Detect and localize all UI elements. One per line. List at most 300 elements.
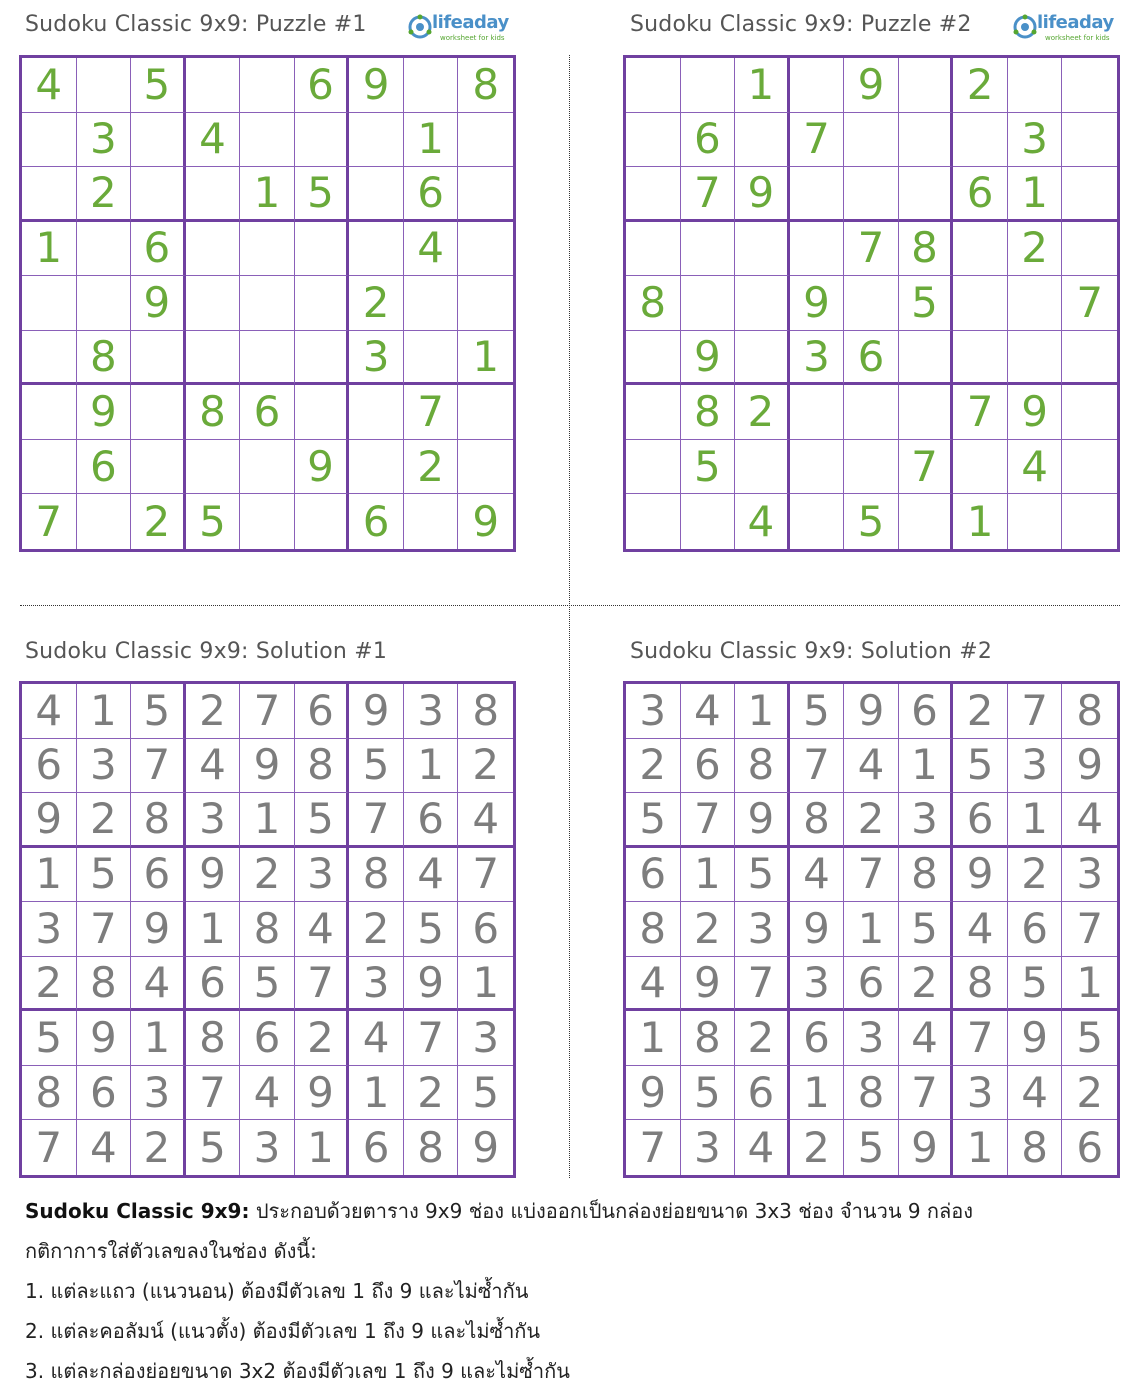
sudoku-cell-r3-c4: 3	[186, 793, 241, 848]
sudoku-cell-r9-c2	[681, 494, 736, 549]
sudoku-cell-r5-c6: 4	[295, 902, 350, 957]
sudoku-cell-r7-c1	[22, 385, 77, 440]
sudoku-cell-r8-c8: 2	[404, 1066, 459, 1121]
sudoku-cell-r5-c6: 5	[899, 902, 954, 957]
sudoku-cell-r9-c5: 3	[240, 1120, 295, 1175]
sudoku-cell-r3-c9: 4	[458, 793, 513, 848]
sudoku-cell-r7-c4: 8	[186, 1011, 241, 1066]
sudoku-cell-r2-c7: 5	[953, 739, 1008, 794]
sudoku-cell-r3-c9: 4	[1062, 793, 1117, 848]
sudoku-cell-r7-c7: 7	[953, 1011, 1008, 1066]
sudoku-cell-r5-c5: 1	[844, 902, 899, 957]
sudoku-cell-r8-c2: 5	[681, 440, 736, 495]
sudoku-cell-r5-c5	[844, 276, 899, 331]
sudoku-cell-r7-c7	[349, 385, 404, 440]
sudoku-cell-r3-c4	[186, 167, 241, 222]
sudoku-cell-r8-c9	[458, 440, 513, 495]
sudoku-cell-r8-c8: 4	[1008, 440, 1063, 495]
sudoku-cell-r8-c1	[22, 440, 77, 495]
sudoku-cell-r6-c7: 3	[349, 331, 404, 386]
sudoku-cell-r4-c4: 9	[186, 848, 241, 903]
sudoku-cell-r5-c1: 3	[22, 902, 77, 957]
sudoku-cell-r4-c5: 2	[240, 848, 295, 903]
solution-1-title: Sudoku Classic 9x9: Solution #1	[25, 639, 388, 664]
sudoku-cell-r3-c1	[626, 167, 681, 222]
sudoku-cell-r5-c5: 8	[240, 902, 295, 957]
sudoku-cell-r8-c7: 1	[349, 1066, 404, 1121]
sudoku-cell-r9-c4	[790, 494, 845, 549]
sudoku-cell-r6-c3	[131, 331, 186, 386]
solution-1-grid	[19, 681, 516, 1178]
sudoku-cell-r7-c4: 6	[790, 1011, 845, 1066]
sudoku-cell-r7-c9: 3	[458, 1011, 513, 1066]
rule-1: 1. แต่ละแถว (แนวนอน) ต้องมีตัวเลข 1 ถึง 9 และไม่ซ้ำกัน	[25, 1279, 529, 1303]
sudoku-cell-r7-c3	[131, 385, 186, 440]
sudoku-cell-r4-c9	[1062, 222, 1117, 277]
sudoku-cell-r6-c6	[899, 331, 954, 386]
sudoku-cell-r8-c8: 4	[1008, 1066, 1063, 1121]
sudoku-cell-r1-c5: 9	[844, 684, 899, 739]
sudoku-cell-r2-c9: 2	[458, 739, 513, 794]
sudoku-cell-r1-c9	[1062, 58, 1117, 113]
sudoku-cell-r1-c7: 9	[349, 684, 404, 739]
sudoku-cell-r8-c4	[790, 440, 845, 495]
sudoku-cell-r3-c5: 1	[240, 793, 295, 848]
sudoku-cell-r9-c1	[626, 494, 681, 549]
sudoku-cell-r8-c9	[1062, 440, 1117, 495]
sudoku-cell-r5-c7: 2	[349, 276, 404, 331]
sudoku-cell-r6-c6	[295, 331, 350, 386]
sudoku-cell-r6-c4	[186, 331, 241, 386]
sudoku-cell-r4-c9: 7	[458, 848, 513, 903]
sudoku-cell-r1-c3: 5	[131, 58, 186, 113]
sudoku-cell-r6-c7	[953, 331, 1008, 386]
sudoku-cell-r6-c7: 3	[349, 957, 404, 1012]
sudoku-cell-r9-c4: 5	[186, 494, 241, 549]
sudoku-cell-r7-c2: 9	[77, 385, 132, 440]
sudoku-cell-r9-c2: 4	[77, 1120, 132, 1175]
sudoku-cell-r8-c1	[626, 440, 681, 495]
sudoku-cell-r7-c9	[1062, 385, 1117, 440]
sudoku-cell-r4-c4	[186, 222, 241, 277]
sudoku-cell-r2-c7	[953, 113, 1008, 168]
sudoku-cell-r6-c1	[626, 331, 681, 386]
sudoku-cell-r8-c4	[186, 440, 241, 495]
sudoku-cell-r6-c1	[22, 331, 77, 386]
sudoku-cell-r1-c8: 7	[1008, 684, 1063, 739]
description-intro: ประกอบด้วยตาราง 9x9 ช่อง แบ่งออกเป็นกล่องย่อยขนาด 3x3 ช่อง จำนวน 9 กล่อง	[255, 1199, 974, 1223]
sudoku-cell-r8-c7	[349, 440, 404, 495]
solution-2-grid	[623, 681, 1120, 1178]
sudoku-cell-r1-c8	[1008, 58, 1063, 113]
sudoku-cell-r1-c6: 6	[295, 684, 350, 739]
sudoku-cell-r9-c2	[77, 494, 132, 549]
sudoku-cell-r5-c5	[240, 276, 295, 331]
sudoku-cell-r8-c8: 2	[404, 440, 459, 495]
sudoku-cell-r2-c6: 8	[295, 739, 350, 794]
sudoku-cell-r9-c7: 1	[953, 1120, 1008, 1175]
logo-tagline: worksheet for kids	[1045, 34, 1110, 42]
sudoku-cell-r1-c6: 6	[899, 684, 954, 739]
sudoku-cell-r1-c9: 8	[458, 684, 513, 739]
sudoku-cell-r1-c3: 1	[735, 684, 790, 739]
vertical-cut-line	[569, 55, 570, 1178]
sudoku-cell-r3-c1: 5	[626, 793, 681, 848]
sudoku-cell-r4-c7	[349, 222, 404, 277]
sudoku-cell-r9-c7: 6	[349, 1120, 404, 1175]
sudoku-cell-r3-c5: 1	[240, 167, 295, 222]
sudoku-cell-r6-c6: 2	[899, 957, 954, 1012]
sudoku-cell-r3-c1	[22, 167, 77, 222]
sudoku-cell-r4-c3: 6	[131, 848, 186, 903]
sudoku-cell-r8-c9: 2	[1062, 1066, 1117, 1121]
sudoku-cell-r2-c7	[349, 113, 404, 168]
sudoku-cell-r2-c8: 3	[1008, 739, 1063, 794]
sudoku-cell-r1-c3: 1	[735, 58, 790, 113]
sudoku-cell-r7-c1: 5	[22, 1011, 77, 1066]
sudoku-cell-r4-c5: 7	[844, 222, 899, 277]
sudoku-cell-r9-c9	[1062, 494, 1117, 549]
sudoku-cell-r4-c4: 4	[790, 848, 845, 903]
sudoku-cell-r8-c6: 9	[295, 1066, 350, 1121]
sudoku-cell-r2-c3: 7	[131, 739, 186, 794]
rules-description	[25, 1192, 1125, 1392]
sudoku-cell-r1-c4: 2	[186, 684, 241, 739]
sudoku-cell-r7-c6: 4	[899, 1011, 954, 1066]
sudoku-cell-r1-c8	[404, 58, 459, 113]
sudoku-cell-r4-c9	[458, 222, 513, 277]
sudoku-cell-r3-c3: 9	[735, 793, 790, 848]
sudoku-cell-r8-c7	[953, 440, 1008, 495]
sudoku-cell-r8-c6: 7	[899, 440, 954, 495]
sudoku-cell-r7-c5: 3	[844, 1011, 899, 1066]
sudoku-cell-r8-c6: 7	[899, 1066, 954, 1121]
sudoku-cell-r8-c9: 5	[458, 1066, 513, 1121]
sudoku-cell-r6-c3: 4	[131, 957, 186, 1012]
sudoku-cell-r3-c9	[458, 167, 513, 222]
sudoku-cell-r5-c2	[77, 276, 132, 331]
sudoku-cell-r4-c6: 8	[899, 848, 954, 903]
sudoku-cell-r5-c4: 9	[790, 902, 845, 957]
sudoku-cell-r7-c4	[790, 385, 845, 440]
sudoku-cell-r7-c3: 1	[131, 1011, 186, 1066]
rule-2: 2. แต่ละคอลัมน์ (แนวตั้ง) ต้องมีตัวเลข 1 ถึง 9 และไม่ซ้ำกัน	[25, 1319, 541, 1343]
sudoku-cell-r5-c9: 6	[458, 902, 513, 957]
sudoku-cell-r2-c3	[735, 113, 790, 168]
sudoku-cell-r1-c5	[240, 58, 295, 113]
sudoku-cell-r9-c6	[899, 494, 954, 549]
sudoku-cell-r6-c2: 9	[681, 331, 736, 386]
sudoku-cell-r9-c5	[240, 494, 295, 549]
sudoku-cell-r8-c5: 8	[844, 1066, 899, 1121]
sudoku-cell-r1-c5: 9	[844, 58, 899, 113]
sudoku-cell-r9-c3: 2	[131, 494, 186, 549]
sudoku-cell-r3-c7	[349, 167, 404, 222]
sudoku-cell-r2-c4: 4	[186, 739, 241, 794]
sudoku-cell-r7-c2: 8	[681, 1011, 736, 1066]
sudoku-cell-r3-c5	[844, 167, 899, 222]
sudoku-cell-r6-c1: 4	[626, 957, 681, 1012]
sudoku-cell-r7-c1	[626, 385, 681, 440]
sudoku-cell-r5-c3: 9	[131, 902, 186, 957]
sudoku-cell-r9-c1: 7	[22, 1120, 77, 1175]
sudoku-cell-r4-c2	[681, 222, 736, 277]
sudoku-cell-r1-c4: 5	[790, 684, 845, 739]
sudoku-cell-r4-c5: 7	[844, 848, 899, 903]
sudoku-cell-r8-c3	[131, 440, 186, 495]
sudoku-cell-r3-c8: 1	[1008, 793, 1063, 848]
sudoku-cell-r7-c2: 9	[77, 1011, 132, 1066]
sudoku-cell-r4-c6: 3	[295, 848, 350, 903]
sudoku-cell-r2-c9	[1062, 113, 1117, 168]
sudoku-cell-r2-c1	[22, 113, 77, 168]
horizontal-cut-line	[20, 605, 1120, 606]
sudoku-cell-r9-c3: 2	[131, 1120, 186, 1175]
sudoku-cell-r6-c4: 3	[790, 957, 845, 1012]
sudoku-cell-r2-c5: 4	[844, 739, 899, 794]
logo-wordmark: lifeaday	[1037, 12, 1114, 33]
rules-intro: กติกาการใส่ตัวเลขลงในช่อง ดังนี้:	[25, 1239, 317, 1263]
sudoku-cell-r1-c5: 7	[240, 684, 295, 739]
sudoku-cell-r8-c3	[735, 440, 790, 495]
sudoku-cell-r7-c6	[295, 385, 350, 440]
sudoku-cell-r2-c1	[626, 113, 681, 168]
sudoku-cell-r2-c3	[131, 113, 186, 168]
sudoku-cell-r3-c2: 7	[681, 793, 736, 848]
sudoku-cell-r1-c2: 1	[77, 684, 132, 739]
sudoku-cell-r7-c5	[844, 385, 899, 440]
sudoku-cell-r1-c2: 4	[681, 684, 736, 739]
sudoku-cell-r9-c4: 2	[790, 1120, 845, 1175]
sudoku-cell-r4-c7: 9	[953, 848, 1008, 903]
puzzle-2-title: Sudoku Classic 9x9: Puzzle #2	[630, 12, 972, 37]
sudoku-cell-r8-c4: 1	[790, 1066, 845, 1121]
solution-2-panel	[625, 632, 1125, 1192]
sudoku-cell-r5-c2: 7	[77, 902, 132, 957]
sudoku-cell-r9-c8: 8	[1008, 1120, 1063, 1175]
sudoku-cell-r1-c7: 2	[953, 58, 1008, 113]
sudoku-cell-r5-c9: 7	[1062, 902, 1117, 957]
rule-3: 3. แต่ละกล่องย่อยขนาด 3x2 ต้องมีตัวเลข 1 ถึง 9 และไม่ซ้ำกัน	[25, 1359, 570, 1383]
sudoku-cell-r9-c6: 9	[899, 1120, 954, 1175]
sudoku-cell-r8-c1: 8	[22, 1066, 77, 1121]
sudoku-cell-r3-c6: 5	[295, 793, 350, 848]
sudoku-cell-r2-c2: 3	[77, 739, 132, 794]
sudoku-cell-r3-c8: 1	[1008, 167, 1063, 222]
sudoku-cell-r2-c1: 2	[626, 739, 681, 794]
sudoku-cell-r4-c4	[790, 222, 845, 277]
sudoku-cell-r7-c8: 7	[404, 385, 459, 440]
sudoku-cell-r1-c2	[77, 58, 132, 113]
sudoku-cell-r8-c1: 9	[626, 1066, 681, 1121]
sudoku-cell-r9-c8	[404, 494, 459, 549]
sudoku-cell-r8-c6: 9	[295, 440, 350, 495]
sudoku-cell-r4-c7: 8	[349, 848, 404, 903]
sudoku-cell-r5-c3	[735, 276, 790, 331]
sudoku-cell-r5-c2: 2	[681, 902, 736, 957]
sudoku-cell-r3-c7: 7	[349, 793, 404, 848]
sudoku-cell-r8-c7: 3	[953, 1066, 1008, 1121]
sudoku-cell-r4-c8: 4	[404, 222, 459, 277]
sudoku-cell-r1-c7: 2	[953, 684, 1008, 739]
sudoku-cell-r5-c8: 6	[1008, 902, 1063, 957]
sudoku-cell-r2-c6: 1	[899, 739, 954, 794]
sudoku-cell-r5-c3: 3	[735, 902, 790, 957]
sudoku-cell-r2-c4: 7	[790, 739, 845, 794]
sudoku-cell-r7-c2: 8	[681, 385, 736, 440]
sudoku-cell-r7-c9: 5	[1062, 1011, 1117, 1066]
sudoku-cell-r2-c2: 6	[681, 113, 736, 168]
intro-line	[25, 1192, 1125, 1232]
sudoku-cell-r1-c6	[899, 58, 954, 113]
sudoku-cell-r8-c5	[240, 440, 295, 495]
sudoku-cell-r6-c6: 7	[295, 957, 350, 1012]
sudoku-cell-r5-c8: 5	[404, 902, 459, 957]
sudoku-cell-r4-c6	[295, 222, 350, 277]
puzzle-2-grid	[623, 55, 1120, 552]
sudoku-cell-r3-c7: 6	[953, 167, 1008, 222]
sudoku-cell-r7-c8: 9	[1008, 385, 1063, 440]
sudoku-cell-r6-c9	[1062, 331, 1117, 386]
sudoku-cell-r4-c8: 4	[404, 848, 459, 903]
sudoku-cell-r9-c9: 6	[1076, 1122, 1104, 1172]
sudoku-cell-r5-c1	[22, 276, 77, 331]
sudoku-cell-r6-c2: 9	[681, 957, 736, 1012]
sudoku-cell-r5-c1: 8	[626, 902, 681, 957]
sudoku-cell-r3-c8: 6	[404, 793, 459, 848]
sudoku-cell-r3-c6: 5	[295, 167, 350, 222]
sudoku-cell-r9-c5: 5	[844, 494, 899, 549]
sudoku-cell-r5-c9: 7	[1062, 276, 1117, 331]
sudoku-cell-r1-c4	[790, 58, 845, 113]
sudoku-cell-r8-c2: 6	[77, 1066, 132, 1121]
logo-wordmark: lifeaday	[432, 12, 509, 33]
sudoku-cell-r4-c8: 2	[1008, 222, 1063, 277]
lifeaday-logo	[1012, 13, 1122, 45]
sudoku-cell-r6-c5: 5	[240, 957, 295, 1012]
sudoku-cell-r9-c1: 7	[22, 494, 77, 549]
sudoku-cell-r6-c7: 8	[953, 957, 1008, 1012]
sudoku-cell-r2-c8: 3	[1008, 113, 1063, 168]
sudoku-cell-r5-c7: 4	[953, 902, 1008, 957]
sudoku-cell-r1-c6: 6	[295, 58, 350, 113]
puzzle-2-panel	[625, 5, 1125, 565]
sudoku-cell-r5-c9	[458, 276, 513, 331]
sudoku-cell-r5-c8	[1008, 276, 1063, 331]
sudoku-cell-r1-c1	[626, 58, 681, 113]
sudoku-cell-r9-c6: 1	[295, 1120, 350, 1175]
solution-2-title: Sudoku Classic 9x9: Solution #2	[630, 639, 993, 664]
sudoku-cell-r7-c7: 4	[349, 1011, 404, 1066]
sudoku-cell-r7-c6: 2	[295, 1011, 350, 1066]
sudoku-cell-r6-c4: 6	[186, 957, 241, 1012]
sudoku-cell-r1-c1: 3	[626, 684, 681, 739]
lifeaday-logo-icon	[407, 14, 433, 40]
sudoku-cell-r9-c3: 4	[735, 1120, 790, 1175]
sudoku-cell-r3-c7: 6	[953, 793, 1008, 848]
sudoku-cell-r2-c6	[899, 113, 954, 168]
sudoku-cell-r8-c2: 5	[681, 1066, 736, 1121]
sudoku-cell-r5-c7: 2	[349, 902, 404, 957]
sudoku-cell-r4-c3: 6	[131, 222, 186, 277]
sudoku-cell-r5-c4	[186, 276, 241, 331]
sudoku-cell-r7-c6	[899, 385, 954, 440]
sudoku-cell-r6-c5: 6	[844, 957, 899, 1012]
sudoku-cell-r7-c3: 2	[735, 1011, 790, 1066]
sudoku-cell-r9-c7: 6	[349, 494, 404, 549]
sudoku-cell-r9-c9: 9	[472, 496, 500, 546]
sudoku-cell-r2-c7: 5	[349, 739, 404, 794]
sudoku-cell-r4-c3	[735, 222, 790, 277]
sudoku-cell-r9-c2: 3	[681, 1120, 736, 1175]
sudoku-cell-r4-c2	[77, 222, 132, 277]
sudoku-cell-r7-c4: 8	[186, 385, 241, 440]
sudoku-cell-r2-c8: 1	[404, 113, 459, 168]
sudoku-cell-r6-c8	[1008, 331, 1063, 386]
sudoku-cell-r4-c1: 1	[22, 222, 77, 277]
sudoku-cell-r2-c6	[295, 113, 350, 168]
sudoku-cell-r6-c3: 7	[735, 957, 790, 1012]
sudoku-cell-r1-c1: 4	[22, 684, 77, 739]
sudoku-cell-r3-c2: 7	[681, 167, 736, 222]
sudoku-cell-r6-c8: 5	[1008, 957, 1063, 1012]
sudoku-cell-r3-c2: 2	[77, 167, 132, 222]
sudoku-cell-r1-c2	[681, 58, 736, 113]
sudoku-cell-r3-c1: 9	[22, 793, 77, 848]
sudoku-cell-r8-c5	[844, 440, 899, 495]
sudoku-cell-r2-c9: 9	[1062, 739, 1117, 794]
sudoku-cell-r7-c1: 1	[626, 1011, 681, 1066]
sudoku-cell-r2-c1: 6	[22, 739, 77, 794]
sudoku-cell-r6-c8: 9	[404, 957, 459, 1012]
sudoku-cell-r7-c5: 6	[240, 385, 295, 440]
sudoku-cell-r3-c8: 6	[404, 167, 459, 222]
sudoku-cell-r9-c7: 1	[953, 494, 1008, 549]
sudoku-cell-r2-c4: 7	[790, 113, 845, 168]
sudoku-cell-r5-c1: 8	[626, 276, 681, 331]
sudoku-cell-r6-c5: 6	[844, 331, 899, 386]
sudoku-cell-r2-c5: 9	[240, 739, 295, 794]
sudoku-cell-r9-c1: 7	[626, 1120, 681, 1175]
sudoku-cell-r3-c4	[790, 167, 845, 222]
lifeaday-logo-icon	[1012, 14, 1038, 40]
sudoku-cell-r2-c4: 4	[186, 113, 241, 168]
sudoku-cell-r4-c1	[626, 222, 681, 277]
sudoku-cell-r3-c6	[899, 167, 954, 222]
sudoku-cell-r3-c6: 3	[899, 793, 954, 848]
sudoku-cell-r1-c8: 3	[404, 684, 459, 739]
sudoku-cell-r5-c4: 9	[790, 276, 845, 331]
sudoku-cell-r1-c3: 5	[131, 684, 186, 739]
sudoku-cell-r7-c5: 6	[240, 1011, 295, 1066]
sudoku-cell-r7-c9	[458, 385, 513, 440]
sudoku-cell-r5-c7	[953, 276, 1008, 331]
sudoku-cell-r6-c9: 1	[458, 957, 513, 1012]
sudoku-cell-r4-c6: 8	[899, 222, 954, 277]
sudoku-cell-r2-c8: 1	[404, 739, 459, 794]
puzzle-1-title: Sudoku Classic 9x9: Puzzle #1	[25, 12, 367, 37]
sudoku-cell-r4-c3: 5	[735, 848, 790, 903]
sudoku-cell-r1-c9: 8	[458, 58, 513, 113]
sudoku-cell-r5-c3: 9	[131, 276, 186, 331]
sudoku-cell-r1-c9: 8	[1062, 684, 1117, 739]
sudoku-cell-r1-c1: 4	[22, 58, 77, 113]
sudoku-cell-r6-c9: 1	[1062, 957, 1117, 1012]
sudoku-cell-r5-c6	[295, 276, 350, 331]
sudoku-cell-r6-c3	[735, 331, 790, 386]
sudoku-cell-r8-c4: 7	[186, 1066, 241, 1121]
sudoku-cell-r1-c4	[186, 58, 241, 113]
